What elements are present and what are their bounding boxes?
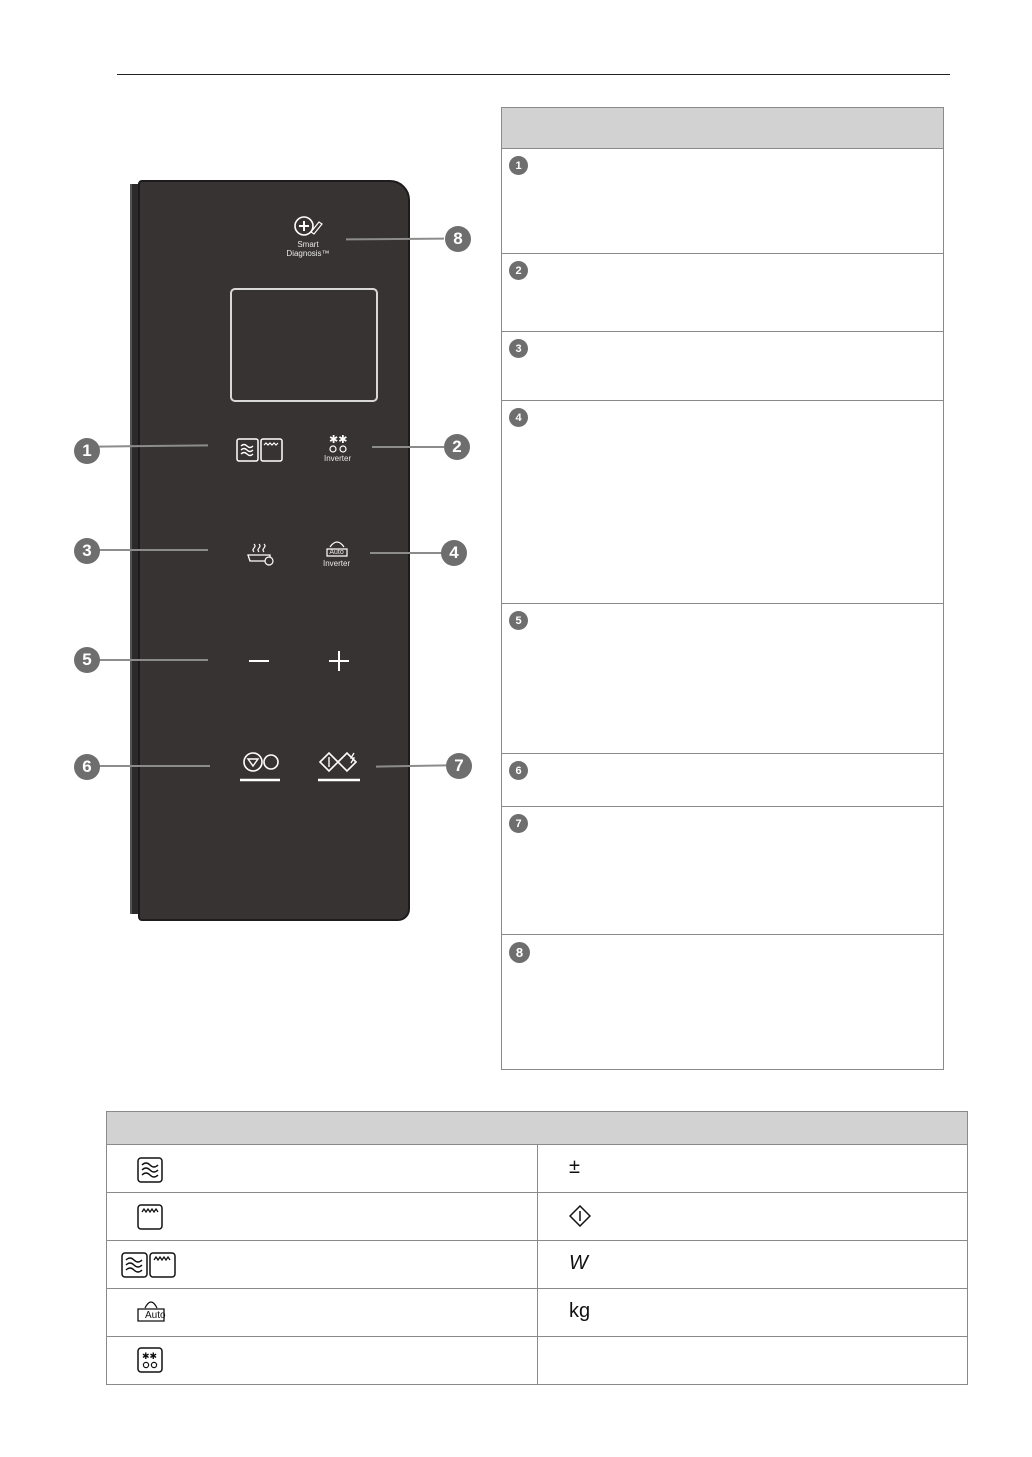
header-rule: [117, 74, 950, 75]
auto-inverter-button[interactable]: [323, 540, 350, 568]
callout-1: 1: [74, 438, 100, 464]
description-row-4: [502, 401, 943, 604]
combi-icon: [236, 438, 284, 462]
description-table-header: [502, 108, 943, 149]
defrost-icon: [137, 1347, 163, 1373]
symbol-cell: [538, 1241, 967, 1288]
stop-clear-icon: [238, 750, 282, 784]
description-row-3: [502, 332, 943, 401]
row-number: 5: [509, 611, 528, 630]
description-row-1: [502, 149, 943, 254]
leader-line-3: [98, 549, 208, 551]
leader-line-2: [372, 446, 444, 448]
symbol-cell: [107, 1241, 538, 1288]
description-row-2: [502, 254, 943, 332]
kg-symbol: kg: [569, 1300, 591, 1322]
symbol-cell: [107, 1145, 538, 1192]
smart-diagnosis-icon: [291, 212, 325, 240]
row-number: 8: [509, 942, 530, 963]
row-number: 1: [509, 156, 528, 175]
inverter-defrost-button[interactable]: [324, 434, 351, 463]
description-row-8: [502, 935, 943, 1070]
plus-icon: [326, 648, 352, 674]
leader-line-7: [376, 764, 446, 767]
leader-line-4: [370, 552, 444, 554]
description-table: [501, 107, 944, 1070]
leader-line-6: [98, 765, 210, 767]
row-number: 4: [509, 408, 528, 427]
leader-line-5: [98, 659, 208, 661]
steam-clean-icon: [246, 542, 276, 566]
minus-icon: [246, 648, 272, 674]
svg-text:✱✱: ✱✱: [142, 1352, 158, 1362]
watt-symbol: W: [569, 1252, 588, 1274]
symbol-cell: [538, 1289, 967, 1336]
combi-button[interactable]: [236, 438, 284, 462]
leader-line-8: [346, 238, 444, 241]
callout-3: 3: [74, 538, 100, 564]
callout-7: 7: [446, 753, 472, 779]
symbols-table: [106, 1111, 968, 1385]
symbol-cell: [538, 1145, 967, 1192]
steam-clean-button[interactable]: [246, 542, 276, 566]
inverter-label: Inverter: [323, 559, 351, 568]
symbol-cell: [107, 1337, 538, 1384]
callout-8: 8: [445, 226, 471, 252]
plus-minus-symbol: ±: [569, 1156, 580, 1178]
start-button[interactable]: [316, 750, 362, 784]
smart-diagnosis-label: Smart Diagnosis™: [286, 240, 330, 258]
symbol-cell: [107, 1289, 538, 1336]
inverter-label: Inverter: [324, 454, 352, 463]
callout-4: 4: [441, 540, 467, 566]
callout-2: 2: [444, 434, 470, 460]
callout-6: 6: [74, 754, 100, 780]
microwave-icon: [137, 1157, 163, 1183]
row-number: 6: [509, 761, 528, 780]
display-window: [230, 288, 378, 402]
symbol-cell: [107, 1193, 538, 1240]
stop-clear-button[interactable]: [238, 750, 282, 784]
row-number: 7: [509, 814, 528, 833]
svg-text:✱✱: ✱✱: [328, 434, 347, 446]
combi-icon: [121, 1251, 177, 1279]
symbols-row: [107, 1241, 967, 1289]
start-icon: [316, 750, 362, 784]
symbol-cell: [538, 1193, 967, 1240]
plus-button[interactable]: [326, 648, 352, 674]
description-row-6: [502, 754, 943, 807]
description-row-5: [502, 604, 943, 754]
grill-icon: [137, 1204, 163, 1230]
callout-5: 5: [74, 647, 100, 673]
row-number: 2: [509, 261, 528, 280]
symbols-table-header: [107, 1112, 967, 1145]
auto-label: Auto: [145, 1310, 166, 1321]
row-number: 3: [509, 339, 528, 358]
symbols-row: [107, 1289, 967, 1337]
start-icon: [569, 1205, 591, 1227]
description-row-7: [502, 807, 943, 935]
minus-button[interactable]: [246, 648, 272, 674]
symbols-row: [107, 1337, 967, 1384]
smart-diagnosis-button[interactable]: [278, 212, 338, 258]
auto-label: Auto: [329, 549, 344, 556]
symbols-row: [107, 1193, 967, 1241]
symbols-row: [107, 1145, 967, 1193]
defrost-icon: [327, 434, 349, 454]
symbol-cell: [538, 1337, 967, 1384]
